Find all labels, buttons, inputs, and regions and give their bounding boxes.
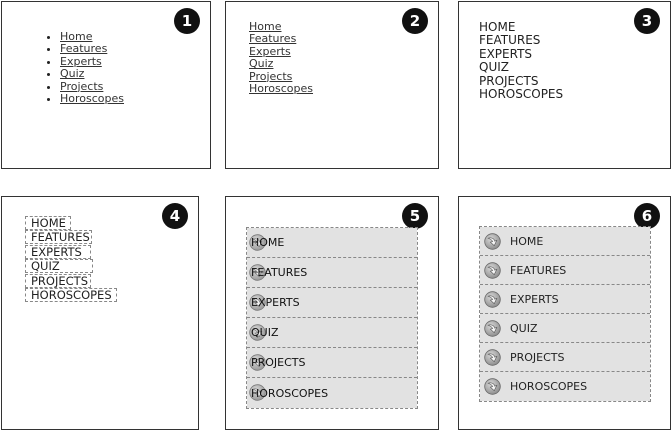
nav-link-horoscopes[interactable]: Horoscopes (60, 92, 125, 106)
nav-item-projects[interactable] (247, 348, 417, 378)
nav-list (246, 227, 418, 409)
nav-item-features[interactable] (247, 258, 417, 288)
list-item (25, 245, 117, 259)
nav-item-experts[interactable] (480, 285, 650, 314)
nav-list (479, 21, 563, 101)
nav-item-quiz[interactable]: QUIZ (479, 60, 509, 75)
nav-item-horoscopes[interactable] (247, 378, 417, 408)
nav-item-home[interactable]: HOME (479, 20, 516, 34)
nav-item-experts[interactable] (247, 288, 417, 318)
panel-6-block-items-with-icons (458, 196, 671, 430)
nav-list (249, 21, 313, 95)
nav-item-projects[interactable]: PROJECTS (479, 73, 539, 88)
nav-link-projects[interactable]: Projects (249, 69, 293, 83)
panel-3-uppercase-text (458, 1, 671, 169)
nav-item-features[interactable]: FEATURES (25, 230, 92, 244)
nav-link-horoscopes[interactable]: Horoscopes (249, 82, 314, 96)
nav-item-label: QUIZ (251, 326, 279, 339)
nav-item-label: QUIZ (510, 321, 538, 335)
list-item (25, 230, 117, 244)
circle-down-arrow-icon (484, 378, 501, 395)
nav-item-label: FEATURES (251, 266, 308, 279)
list-item (249, 83, 313, 95)
list-item (25, 274, 117, 288)
nav-link-experts[interactable]: Experts (249, 44, 291, 58)
nav-item-home[interactable] (480, 227, 650, 256)
nav-item-experts[interactable]: EXPERTS (479, 46, 533, 61)
nav-item-experts[interactable]: EXPERTS (25, 245, 91, 259)
list-item (60, 93, 124, 105)
nav-item-features[interactable]: FEATURES (479, 33, 541, 48)
circle-down-arrow-icon (484, 320, 501, 337)
nav-link-projects[interactable]: Projects (60, 79, 104, 93)
nav-item-label: HOME (510, 234, 544, 248)
nav-item-projects[interactable]: PROJECTS (25, 274, 91, 288)
nav-list (25, 216, 117, 302)
nav-link-features[interactable]: Features (249, 32, 297, 46)
panel-2-plain-links (225, 1, 439, 169)
nav-item-label: PROJECTS (510, 350, 565, 364)
circle-down-arrow-icon (484, 349, 501, 366)
step-badge: 4 (162, 203, 188, 229)
panel-4-dashed-inline-boxes (1, 196, 199, 430)
step-badge: 2 (402, 8, 428, 34)
nav-item-horoscopes[interactable]: HOROSCOPES (25, 288, 117, 302)
step-badge: 6 (634, 203, 660, 229)
nav-item-label: EXPERTS (251, 296, 300, 309)
circle-down-arrow-icon (484, 233, 501, 250)
nav-item-quiz[interactable]: QUIZ (25, 259, 93, 273)
nav-item-label: HOROSCOPES (251, 386, 329, 400)
nav-link-quiz[interactable]: Quiz (60, 67, 85, 81)
nav-link-experts[interactable]: Experts (60, 54, 102, 68)
panel-5-block-items-overlapping-icons (225, 196, 439, 430)
step-badge: 5 (402, 203, 428, 229)
nav-item-projects[interactable] (480, 343, 650, 372)
nav-item-quiz[interactable] (480, 314, 650, 343)
nav-list (42, 31, 124, 105)
nav-item-horoscopes[interactable]: HOROSCOPES (479, 87, 564, 102)
panel-1-bulleted-links (1, 1, 211, 169)
nav-item-quiz[interactable] (247, 318, 417, 348)
list-item (25, 259, 117, 273)
nav-item-features[interactable] (480, 256, 650, 285)
nav-list (479, 226, 651, 402)
nav-link-features[interactable]: Features (60, 42, 108, 56)
nav-item-label: PROJECTS (251, 356, 306, 369)
nav-item-horoscopes[interactable] (480, 372, 650, 401)
nav-item-home[interactable] (247, 228, 417, 258)
nav-link-home[interactable]: Home (249, 20, 282, 33)
nav-item-home[interactable]: HOME (25, 216, 71, 230)
circle-down-arrow-icon (484, 291, 501, 308)
nav-link-quiz[interactable]: Quiz (249, 57, 274, 71)
list-item (25, 216, 117, 230)
nav-item-label: HOME (251, 236, 285, 249)
list-item (25, 288, 117, 302)
nav-link-home[interactable]: Home (60, 30, 93, 43)
nav-item-label: EXPERTS (510, 292, 559, 306)
nav-item-label: HOROSCOPES (510, 380, 588, 393)
nav-item-label: FEATURES (510, 263, 567, 277)
step-badge: 1 (174, 8, 200, 34)
circle-down-arrow-icon (484, 262, 501, 279)
step-badge: 3 (634, 8, 660, 34)
